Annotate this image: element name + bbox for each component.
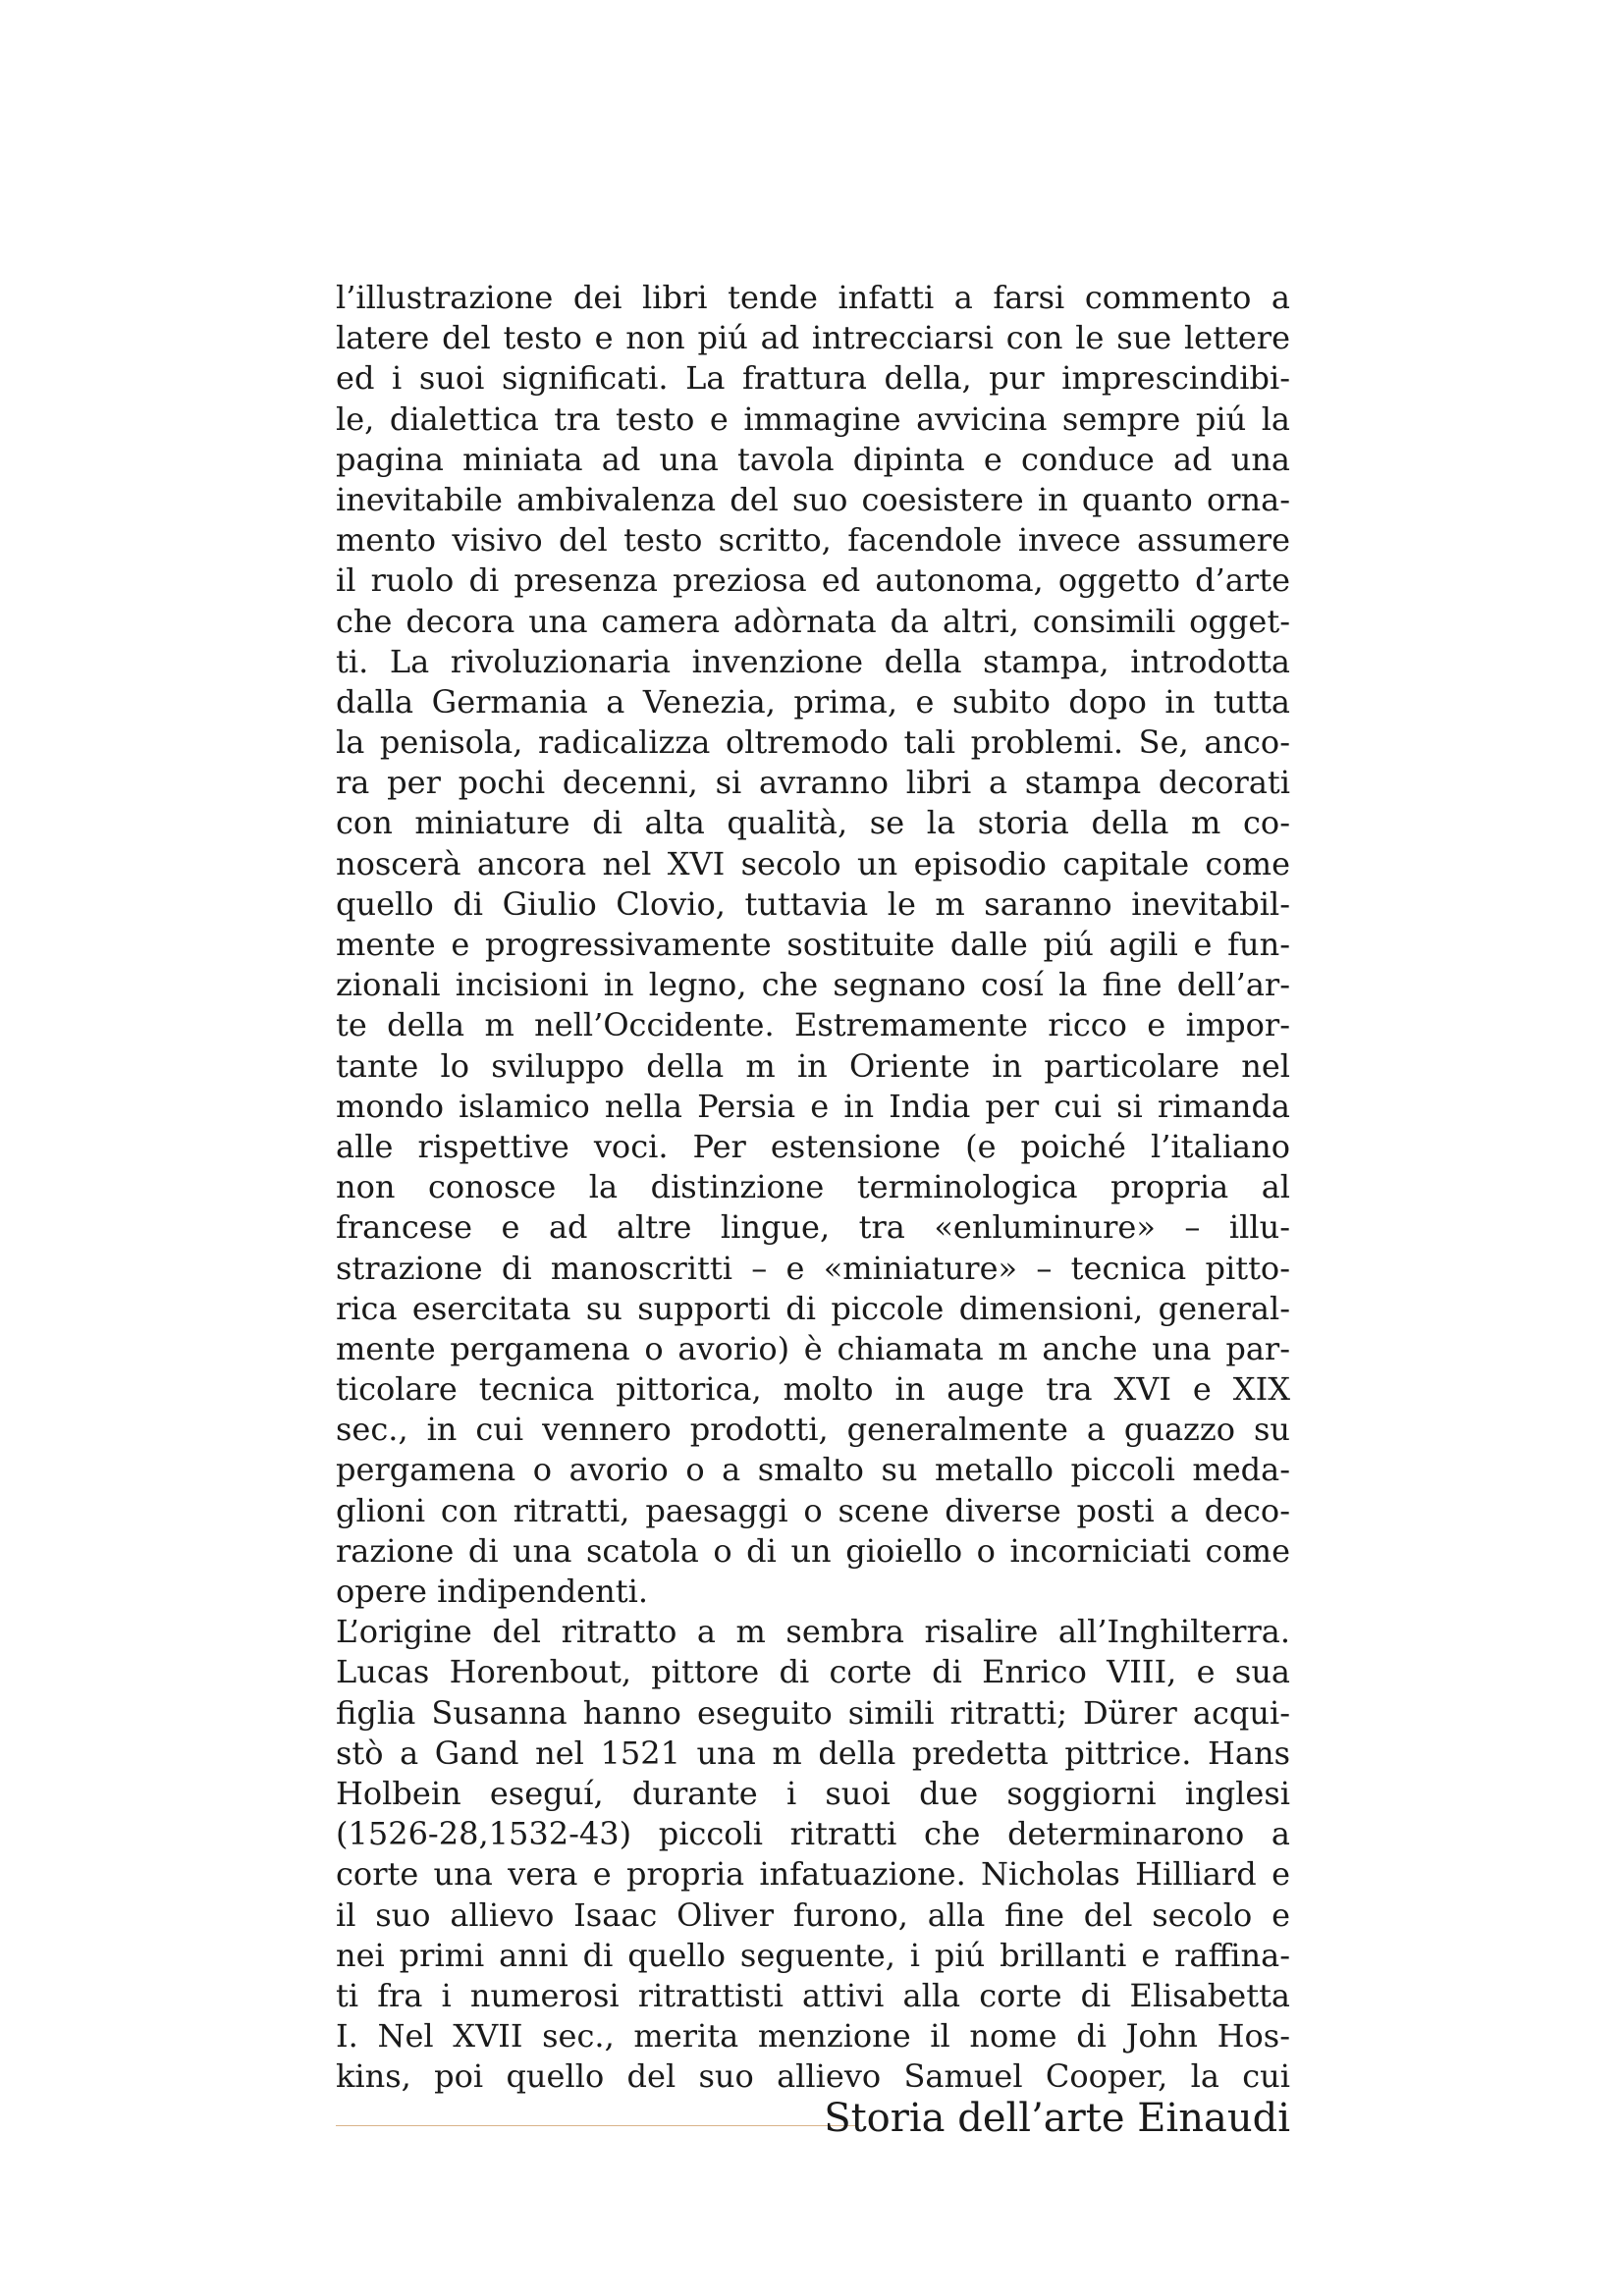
text-line: che decora una camera adòrnata da altri, consimili ogget- bbox=[336, 602, 1290, 640]
text-line: il suo allievo Isaac Oliver furono, alla fine del secolo e bbox=[336, 1896, 1290, 1934]
text-line: francese e ad altre lingue, tra «enluminure» – illu- bbox=[336, 1208, 1290, 1247]
body-text bbox=[336, 278, 1290, 2097]
text-line: mente e progressivamente sostituite dalle piú agili e fun- bbox=[336, 926, 1290, 963]
text-line: mondo islamico nella Persia e in India per cui si rimanda bbox=[336, 1087, 1290, 1125]
text-line: figlia Susanna hanno eseguito simili ritratti; Dürer acqui- bbox=[336, 1693, 1290, 1732]
text-line: il ruolo di presenza preziosa ed autonoma, oggetto d’arte bbox=[336, 561, 1290, 600]
text-line: Lucas Horenbout, pittore di corte di Enrico VIII, e sua bbox=[336, 1653, 1290, 1691]
text-line: noscerà ancora nel XVI secolo un episodio capitale come bbox=[336, 844, 1290, 882]
text-line: pagina miniata ad una tavola dipinta e conduce ad una bbox=[336, 440, 1290, 478]
text-line: ti fra i numerosi ritrattisti attivi alla corte di Elisabetta bbox=[336, 1976, 1290, 2014]
text-line: sec., in cui vennero prodotti, generalmente a guazzo su bbox=[336, 1411, 1290, 1449]
text-line: dalla Germania a Venezia, prima, e subito dopo in tutta bbox=[336, 682, 1290, 721]
text-line: kins, poi quello del suo allievo Samuel Cooper, la cui bbox=[336, 2057, 1290, 2096]
text-line: stò a Gand nel 1521 una m della predetta pittrice. Hans bbox=[336, 1734, 1290, 1772]
text-line: non conosce la distinzione terminologica propria al bbox=[336, 1168, 1290, 1206]
text-line: con miniature di alta qualità, se la storia della m co- bbox=[336, 804, 1290, 842]
text-line: mente pergamena o avorio) è chiamata m anche una par- bbox=[336, 1329, 1290, 1367]
text-line: ti. La rivoluzionaria invenzione della stampa, introdotta bbox=[336, 642, 1290, 680]
text-line: quello di Giulio Clovio, tuttavia le m saranno inevitabil- bbox=[336, 884, 1290, 923]
text-line: mento visivo del testo scritto, facendole invece assumere bbox=[336, 521, 1290, 560]
text-line: ra per pochi decenni, si avranno libri a stampa decorati bbox=[336, 764, 1290, 802]
text-line: corte una vera e propria infatuazione. Nicholas Hilliard e bbox=[336, 1855, 1290, 1894]
text-line: Holbein eseguí, durante i suoi due soggiorni inglesi bbox=[336, 1774, 1290, 1812]
footer-rule bbox=[336, 2125, 856, 2126]
page-footer bbox=[336, 2091, 1290, 2150]
text-line: inevitabile ambivalenza del suo coesistere in quanto orna- bbox=[336, 480, 1290, 518]
text-line: L’origine del ritratto a m sembra risalire all’Inghilterra. bbox=[336, 1613, 1290, 1651]
text-line: opere indipendenti. bbox=[336, 1573, 648, 1610]
text-line: nei primi anni di quello seguente, i piú brillanti e raffina- bbox=[336, 1936, 1290, 1974]
text-line: pergamena o avorio o a smalto su metallo piccoli meda- bbox=[336, 1451, 1290, 1489]
text-line: I. Nel XVII sec., merita menzione il nome di John Hos- bbox=[336, 2017, 1290, 2056]
text-line: te della m nell’Occidente. Estremamente ricco e impor- bbox=[336, 1006, 1290, 1044]
text-line: ticolare tecnica pittorica, molto in auge tra XVI e XIX bbox=[336, 1370, 1290, 1409]
text-line: le, dialettica tra testo e immagine avvicina sempre piú la bbox=[336, 400, 1290, 438]
text-line: (1526-28,1532-43) piccoli ritratti che determinarono a bbox=[336, 1815, 1290, 1853]
text-line: strazione di manoscritti – e «miniature» – tecnica pitto- bbox=[336, 1249, 1290, 1287]
text-line: razione di una scatola o di un gioiello o incorniciati come bbox=[336, 1531, 1290, 1570]
text-line: latere del testo e non piú ad intrecciarsi con le sue lettere bbox=[336, 319, 1290, 357]
text-line: l’illustrazione dei libri tende infatti a farsi commento a bbox=[336, 279, 1290, 316]
text-line: ed i suoi significati. La frattura della, pur imprescindibi- bbox=[336, 359, 1290, 398]
text-line: la penisola, radicalizza oltremodo tali problemi. Se, anco- bbox=[336, 723, 1290, 762]
text-line: rica esercitata su supporti di piccole dimensioni, general- bbox=[336, 1289, 1290, 1327]
text-line: tante lo sviluppo della m in Oriente in particolare nel bbox=[336, 1046, 1290, 1085]
text-line: glioni con ritratti, paesaggi o scene diverse posti a deco- bbox=[336, 1491, 1290, 1529]
text-line: zionali incisioni in legno, che segnano cosí la fine dell’ar- bbox=[336, 966, 1290, 1004]
footer-title: Storia dell’arte Einaudi bbox=[824, 2096, 1290, 2141]
text-line: alle rispettive voci. Per estensione (e poiché l’italiano bbox=[336, 1127, 1290, 1165]
